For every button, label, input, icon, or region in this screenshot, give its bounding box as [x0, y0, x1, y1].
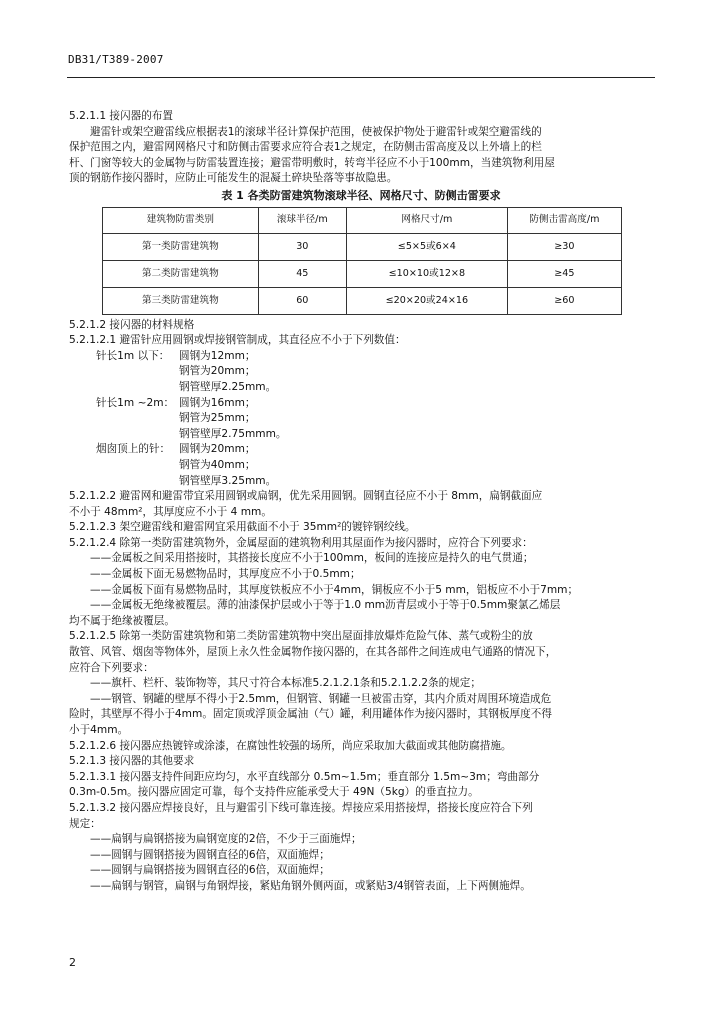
- paragraph-line: 保护范围之内，避雷网网格尺寸和防侧击雷要求应符合表1之规定，在防侧击雷高度及以上外墙上的栏: [69, 141, 542, 154]
- list-item: ——扁钢与扁钢搭接为扁钢宽度的2倍，不少于三面施焊；: [90, 833, 362, 846]
- table-header-row: [103, 207, 622, 233]
- header-rule: [67, 77, 655, 78]
- clause-line: 规定：: [69, 817, 101, 830]
- table-cell: ≤20×20或24×16: [346, 287, 507, 314]
- table-cell: ≥60: [507, 287, 621, 314]
- table-row: [103, 233, 622, 260]
- table-header-cell: 防侧击雷高度/m: [507, 207, 621, 233]
- spec-value: 圆钢为12mm；: [179, 349, 256, 362]
- table-cell: ≥45: [507, 260, 621, 287]
- list-item-cont: 小于4mm。: [69, 724, 129, 736]
- table-cell: ≥30: [507, 233, 621, 260]
- table-title: 表 1 各类防雷建筑物滚球半径、网格尺寸、防侧击雷要求: [221, 188, 501, 202]
- table-cell: ≤5×5或6×4: [346, 233, 507, 260]
- clause-line: 5.2.1.2.4 除第一类防雷建筑物外，金属屋面的建筑物利用其屋面作为接闪器时，应符合下列要求：: [69, 536, 533, 549]
- spec-value: 钢管为25mm；: [179, 412, 256, 425]
- table-cell: 第二类防雷建筑物: [103, 260, 259, 287]
- list-item: ——旗杆、栏杆、装饰物等，其尺寸符合本标准5.2.1.2.1条和5.2.1.2.2条的规定；: [90, 677, 481, 690]
- table-cell: 30: [258, 233, 346, 260]
- spec-value: 钢管壁厚2.25mm。: [179, 380, 277, 393]
- table-cell: 第三类防雷建筑物: [103, 287, 259, 314]
- table-row: [103, 287, 622, 314]
- list-item: ——扁钢与钢管，扁钢与角钢焊接，紧贴角钢外侧两面，或紧贴3/4钢管表面，上下两侧施焊。: [90, 879, 531, 892]
- spec-row: [69, 427, 653, 443]
- table-cell: 60: [258, 287, 346, 314]
- spec-value: 钢管壁厚3.25mm。: [179, 474, 277, 487]
- list-item: ——圆钢与扁钢搭接为圆钢直径的6倍，双面施焊；: [90, 864, 330, 877]
- section-heading: 5.2.1.3 接闪器的其他要求: [69, 755, 195, 768]
- list-item: ——金属板下面无易燃物品时，其厚度应不小于0.5mm；: [90, 568, 361, 581]
- spec-value: 钢管为20mm；: [179, 365, 256, 378]
- lightning-table: [102, 207, 622, 315]
- clause-line: 5.2.1.3.1 接闪器支持件间距应均匀，水平直线部分 0.5m~1.5m；垂直部分 1.5m~3m；弯曲部分: [69, 770, 540, 783]
- list-item: ——金属板无绝缘被覆层。薄的油漆保护层或小于等于1.0 mm沥青层或小于等于0.5mm聚氯乙烯层: [90, 599, 561, 612]
- table-header-cell: 滚球半径/m: [258, 207, 346, 233]
- spec-row: [69, 411, 653, 427]
- clause-line: 散管、风管、烟囱等物体外，屋顶上永久性金属物作接闪器的，在其各部件之间连成电气通路的情况下，: [69, 646, 557, 659]
- spec-value: 钢管壁厚2.75mmm。: [179, 427, 287, 440]
- clause-line: 0.3m-0.5m。接闪器应固定可靠，每个支持件应能承受大于 49N（5kg）的垂直拉力。: [69, 786, 479, 799]
- spec-value: 圆钢为20mm；: [179, 443, 256, 456]
- list-item-cont: 险时，其壁厚不得小于4mm。固定顶或浮顶金属油（气）罐，利用罐体作为接闪器时，其钢板厚度不得: [69, 708, 552, 721]
- table-cell: 第一类防雷建筑物: [103, 233, 259, 260]
- table-header-cell: 建筑物防雷类别: [103, 207, 259, 233]
- spec-label: 针长1m ~2m：: [96, 396, 175, 409]
- doc-code: DB31/T389-2007: [68, 53, 164, 66]
- spec-row: [69, 380, 653, 396]
- table-header-cell: 网格尺寸/m: [346, 207, 507, 233]
- spec-label: 针长1m 以下：: [96, 349, 170, 362]
- table-cell: ≤10×10或12×8: [346, 260, 507, 287]
- clause-line: 不小于 48mm²，其厚度应不小于 4 mm。: [69, 505, 272, 518]
- paragraph-line: 杆、门窗等较大的金属物与防雷装置连接；避雷带明敷时，转弯半径应不小于100mm，当建筑物利用屋: [69, 156, 555, 169]
- spec-label: 烟囱顶上的针：: [96, 443, 171, 456]
- section-heading: 5.2.1.1 接闪器的布置: [69, 110, 173, 122]
- clause-line: 5.2.1.3.2 接闪器应焊接良好，且与避雷引下线可靠连接。焊接应采用搭接焊，搭接长度应符合下列: [69, 801, 533, 814]
- list-item: ——圆钢与圆钢搭接为圆钢直径的6倍，双面施焊；: [90, 848, 330, 861]
- paragraph-line: 避雷针或架空避雷线应根据表1的滚球半径计算保护范围，使被保护物处于避雷针或架空避雷线的: [90, 125, 542, 138]
- page-number: 2: [69, 956, 76, 969]
- clause-line: 5.2.1.2.2 避雷网和避雷带宜采用圆钢或扁钢，优先采用圆钢。圆钢直径应不小于 8mm，扁钢截面应: [69, 490, 543, 503]
- clause-line: 5.2.1.2.5 除第一类防雷建筑物和第二类防雷建筑物中突出屋面排放爆炸危险气体、蒸气或粉尘的放: [69, 630, 533, 643]
- table-cell: 45: [258, 260, 346, 287]
- spec-value: 钢管为40mm；: [179, 458, 256, 471]
- spec-row: [69, 442, 653, 458]
- section-heading: 5.2.1.2 接闪器的材料规格: [69, 318, 195, 331]
- spec-row: [69, 349, 653, 365]
- clause-line: 5.2.1.2.3 架空避雷线和避雷网宜采用截面不小于 35mm²的镀锌钢绞线。: [69, 521, 416, 534]
- list-item: ——金属板下面有易燃物品时，其厚度铁板应不小于4mm，铜板应不小于5 mm，铝板应不小于7mm；: [90, 583, 579, 596]
- paragraph-line: 顶的钢筋作接闪器时，应防止可能发生的混凝土碎块坠落等事故隐患。: [69, 172, 398, 185]
- spec-row: [69, 364, 653, 380]
- list-item-cont: 均不属于绝缘被覆层。: [69, 614, 175, 627]
- clause-line: 5.2.1.2.1 避雷针应用圆钢或焊接钢管制成，其直径应不小于下列数值：: [69, 334, 406, 347]
- table-row: [103, 260, 622, 287]
- spec-row: [69, 458, 653, 474]
- list-item: ——金属板之间采用搭接时，其搭接长度应不小于100mm，板间的连接应是持久的电气贯通；: [90, 552, 534, 565]
- clause-line: 应符合下列要求：: [69, 661, 154, 674]
- clause-line: 5.2.1.2.6 接闪器应热镀锌或涂漆，在腐蚀性较强的场所，尚应采取加大截面或其他防腐措施。: [69, 739, 512, 752]
- spec-row: [69, 474, 653, 490]
- document-body: [69, 109, 653, 895]
- spec-row: [69, 396, 653, 412]
- list-item: ——钢管、钢罐的壁厚不得小于2.5mm，但钢管、钢罐一旦被雷击穿，其内介质对周围环境造成危: [90, 692, 552, 705]
- spec-value: 圆钢为16mm；: [179, 396, 256, 409]
